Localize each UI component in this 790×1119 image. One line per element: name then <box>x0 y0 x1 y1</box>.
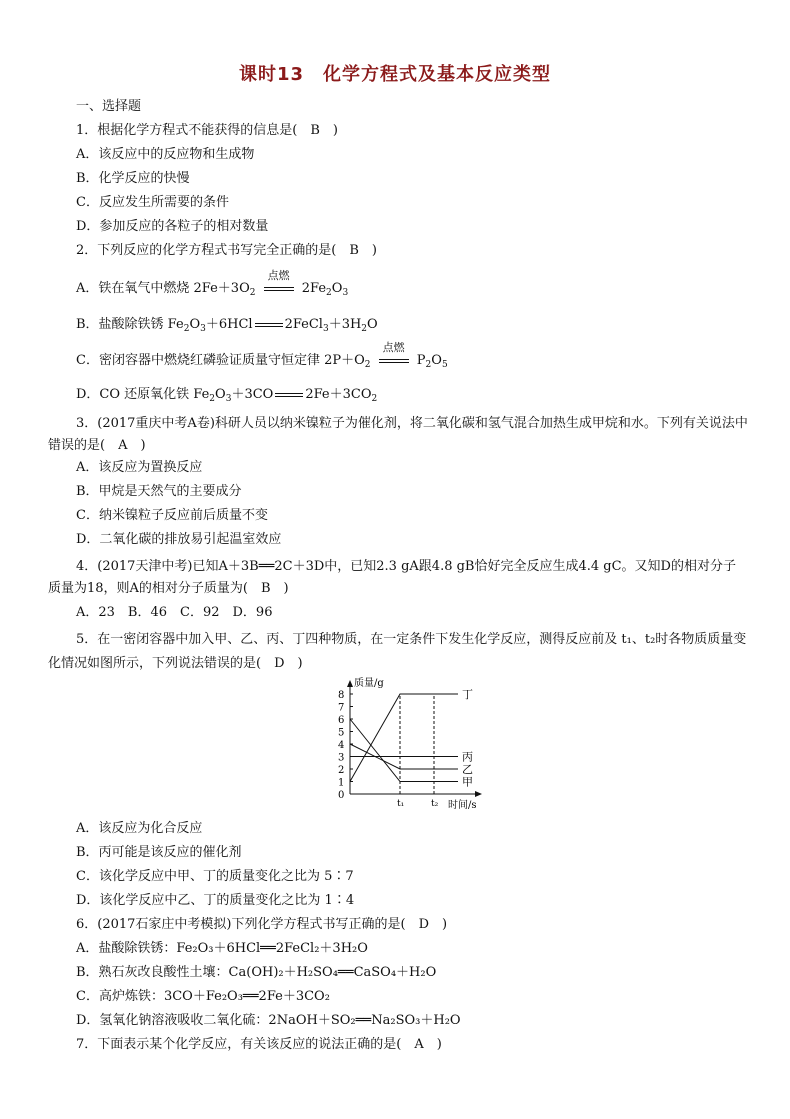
q2b-part: B．盐酸除铁锈 Fe <box>76 317 184 332</box>
question-7-stem: 7．下面表示某个化学反应，有关该反应的说法正确的是( A ) <box>76 1037 442 1052</box>
question-6-option-a: A．盐酸除铁锈：Fe₂O₃＋6HCl══2FeCl₂＋3H₂O <box>76 941 368 956</box>
question-1-stem: 1．根据化学方程式不能获得的信息是( B ) <box>76 123 338 138</box>
series-label: 丙 <box>462 750 473 764</box>
reaction-condition <box>264 269 294 298</box>
question-6-option-b: B．熟石灰改良酸性土壤：Ca(OH)₂＋H₂SO₄══CaSO₄＋H₂O <box>76 965 437 980</box>
x-tick-label: t₁ <box>397 799 405 809</box>
q2d-part: ＋3CO <box>231 387 274 402</box>
y-tick-label: 6 <box>338 715 345 726</box>
y-axis-arrow <box>347 680 353 687</box>
y-tick-label: 7 <box>338 702 345 714</box>
question-3-option-d: D．二氧化碳的排放易引起温室效应 <box>76 532 282 547</box>
question-4-stem: 4．(2017天津中考)已知A＋3B══2C＋3D中，已知2.3 gA跟4.8 gB恰好完全反应生成4.4 gC。又知D的相对分子质量为18，则A的相对分子质量为( B ) <box>48 559 736 596</box>
question-5-option-c: C．该化学反应中甲、丁的质量变化之比为 5∶7 <box>76 869 354 884</box>
series-label: 丁 <box>462 688 473 701</box>
question-1-option-b: B．化学反应的快慢 <box>76 171 190 186</box>
question-1-option-d: D．参加反应的各粒子的相对数量 <box>76 219 269 234</box>
question-5-option-a: A．该反应为化合反应 <box>76 821 203 836</box>
question-1-option-c: C．反应发生所需要的条件 <box>76 195 229 210</box>
question-2-option-b: B．盐酸除铁锈 $Fe_2O_3+6HCl$ $2FeCl_3+3H_2O$ <box>76 317 378 334</box>
mass-time-graph <box>328 676 498 816</box>
question-2-option-a: A．铁在氧气中燃烧 $2Fe+3O_2$ 点燃 $2Fe_2O_3$ <box>76 269 349 298</box>
question-2-option-d: D．CO 还原氧化铁 $Fe_2O_3+3CO$ $2Fe+3CO_2$ <box>76 387 378 404</box>
y-axis-label: 质量/g <box>354 678 384 689</box>
q2b-part: 2FeCl <box>284 317 323 332</box>
section-heading: 一、选择题 <box>76 99 142 114</box>
y-tick-label: 1 <box>338 777 345 789</box>
question-3-option-a: A．该反应为置换反应 <box>76 460 203 475</box>
condition-label: 点燃 <box>382 341 405 354</box>
x-tick-label: t₂ <box>431 799 439 809</box>
y-tick-label: 8 <box>338 690 345 701</box>
question-4-options: A．23 B．46 C．92 D．96 <box>76 605 273 620</box>
series-label: 甲 <box>462 775 473 789</box>
question-2-stem: 2．下列反应的化学方程式书写完全正确的是( B ) <box>76 243 377 258</box>
q2a-product: 2Fe <box>301 281 327 296</box>
x-axis-arrow <box>475 791 482 797</box>
y-tick-label: 4 <box>338 740 345 751</box>
question-5-option-d: D．该化学反应中乙、丁的质量变化之比为 1∶4 <box>76 893 355 908</box>
question-3-stem: 3．(2017重庆中考A卷)科研人员以纳米镍粒子为催化剂，将二氧化碳和氢气混合加热生成甲烷和水。下列有关说法中错误的是( A ) <box>48 416 748 453</box>
page-title: 课时13 化学方程式及基本反应类型 <box>238 64 552 85</box>
question-6-stem: 6．(2017石家庄中考模拟)下列化学方程式书写正确的是( D ) <box>76 917 448 932</box>
q2a-prefix: A．铁在氧气中燃烧 2Fe＋3O <box>76 281 250 296</box>
series-line <box>350 719 458 782</box>
q2d-part: O <box>215 387 226 402</box>
y-tick-label: 5 <box>338 727 345 739</box>
series-label: 乙 <box>462 763 473 776</box>
q2b-part: ＋3H <box>328 317 362 332</box>
q2c-prefix: C．密闭容器中燃烧红磷验证质量守恒定律 2P＋O <box>76 353 365 368</box>
question-6-option-c: C．高炉炼铁：3CO＋Fe₂O₃══2Fe＋3CO₂ <box>76 989 330 1004</box>
question-1-option-a: A．该反应中的反应物和生成物 <box>76 147 255 162</box>
q2b-part: O <box>367 317 378 332</box>
reaction-condition <box>379 341 409 370</box>
y-tick-label: 0 <box>338 790 345 801</box>
question-3-option-c: C．纳米镍粒子反应前后质量不变 <box>76 508 268 523</box>
x-axis-label: 时间/s <box>448 800 477 811</box>
series-line <box>350 694 458 782</box>
condition-label: 点燃 <box>267 269 290 282</box>
q2d-part: D．CO 还原氧化铁 Fe <box>76 387 210 402</box>
y-tick-label: 2 <box>338 765 345 776</box>
question-5-option-b: B．丙可能是该反应的催化剂 <box>76 845 242 860</box>
y-tick-label: 3 <box>338 752 345 764</box>
q2b-part: O <box>189 317 201 332</box>
question-2-option-c: C．密闭容器中燃烧红磷验证质量守恒定律 $2P+O_2$ 点燃 $P_2O_5$ <box>76 341 448 370</box>
q2d-part: 2Fe＋3CO <box>305 387 372 402</box>
question-3-option-b: B．甲烷是天然气的主要成分 <box>76 484 242 499</box>
q2b-part: ＋6HCl <box>205 317 253 332</box>
q2c-product: P <box>416 353 426 368</box>
question-5-stem: 5．在一密闭容器中加入甲、乙、丙、丁四种物质，在一定条件下发生化学反应，测得反应前及 t₁、t₂时各物质质量变化情况如图所示，下列说法错误的是( D ) <box>48 632 747 671</box>
question-6-option-d: D．氢氧化钠溶液吸收二氧化硫：2NaOH＋SO₂══Na₂SO₃＋H₂O <box>76 1013 461 1028</box>
